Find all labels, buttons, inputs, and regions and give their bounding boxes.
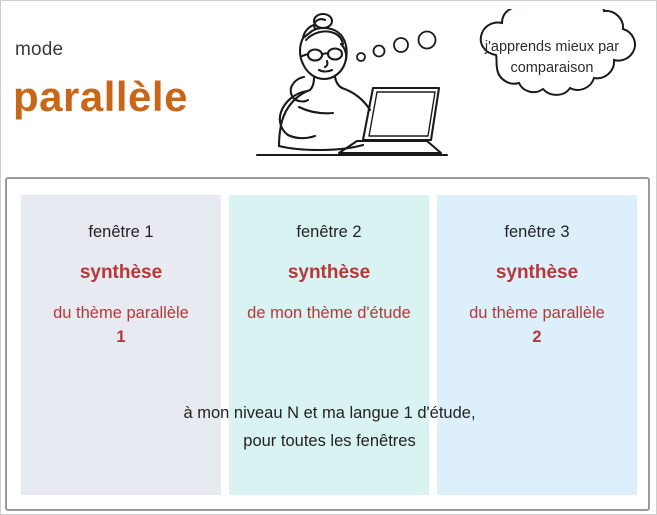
footnote-line-2: pour toutes les fenêtres bbox=[243, 432, 416, 451]
thought-bubble bbox=[456, 9, 648, 121]
theme-text-1 bbox=[21, 302, 221, 350]
parallel-mode-panel bbox=[5, 177, 650, 511]
theme-line-1: du thème parallèle bbox=[53, 304, 189, 322]
header bbox=[1, 1, 657, 176]
window-label-1: fenêtre 1 bbox=[88, 223, 154, 241]
theme-text-3 bbox=[437, 302, 637, 350]
synthesis-label-1: synthèse bbox=[79, 262, 163, 283]
theme-text-2 bbox=[229, 302, 429, 326]
theme-line-2: de mon thème d'étude bbox=[247, 304, 411, 322]
footnote-line-1: à mon niveau N et ma langue 1 d'étude, bbox=[183, 404, 476, 422]
theme-line-3: du thème parallèle bbox=[469, 304, 605, 322]
panel-footnote bbox=[7, 399, 652, 455]
thought-dots bbox=[353, 27, 463, 67]
synthesis-label-2: synthèse bbox=[287, 262, 371, 283]
synthesis-label-3: synthèse bbox=[495, 262, 579, 283]
mode-title: parallèle bbox=[13, 73, 188, 120]
thought-bubble-text: j'apprends mieux par comparaison bbox=[484, 39, 620, 77]
theme-number-1: 1 bbox=[116, 327, 126, 346]
mode-label: mode bbox=[15, 39, 64, 60]
theme-number-3: 2 bbox=[532, 327, 542, 346]
window-label-2: fenêtre 2 bbox=[296, 223, 362, 241]
window-label-3: fenêtre 3 bbox=[504, 223, 570, 241]
